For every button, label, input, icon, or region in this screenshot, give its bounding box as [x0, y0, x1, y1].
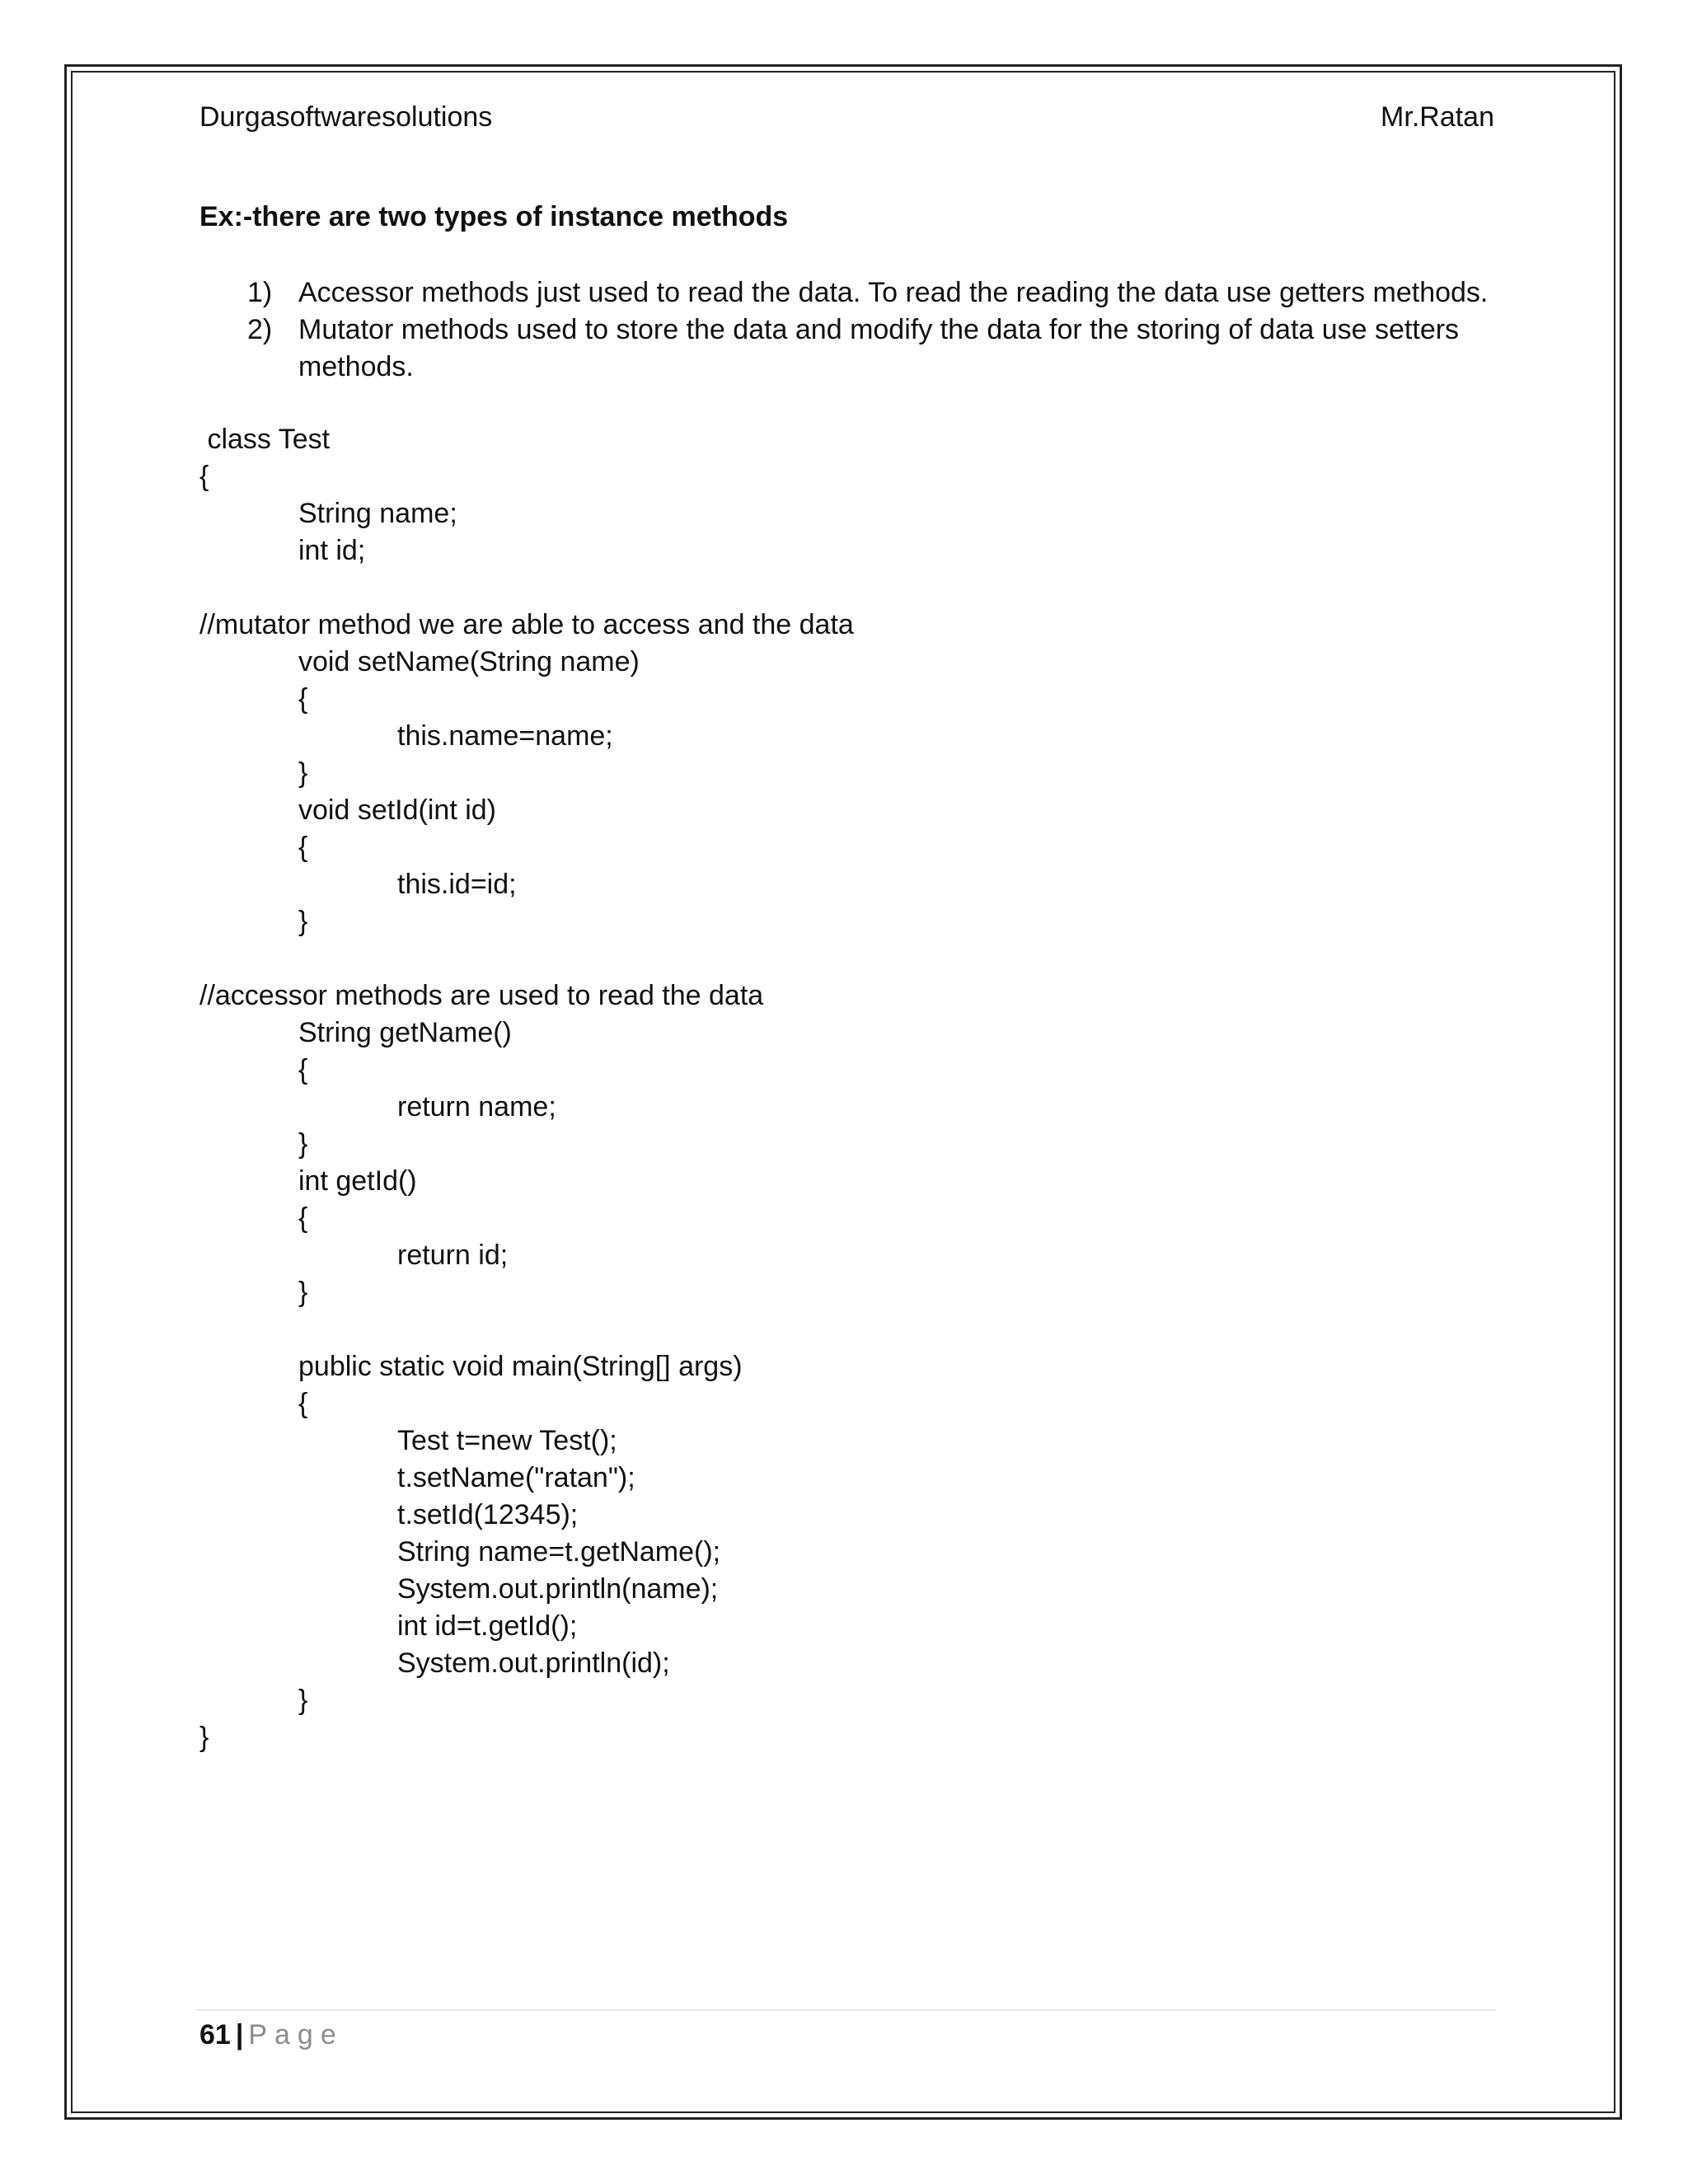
section-heading: Ex:-there are two types of instance methods — [199, 201, 789, 232]
code-line: return id; — [397, 1240, 509, 1271]
header-company: Durgasoftwaresolutions — [199, 101, 493, 133]
code-line: { — [199, 461, 209, 492]
code-line: this.name=name; — [397, 720, 613, 752]
footer-divider — [195, 2009, 1496, 2011]
code-line: } — [298, 906, 308, 937]
code-line: { — [298, 683, 308, 715]
code-line — [199, 1311, 854, 1348]
code-line: String name=t.getName(); — [397, 1536, 721, 1568]
code-line: int id; — [298, 535, 366, 566]
code-line: int id=t.getId(); — [397, 1610, 578, 1642]
code-line: System.out.println(name); — [397, 1573, 719, 1605]
list-item-text: Mutator methods used to store the data and modify the data for the storing of data use setters methods. — [298, 314, 1460, 382]
code-line: { — [298, 1388, 308, 1419]
code-line: String name; — [298, 498, 457, 529]
code-line: String getName() — [298, 1017, 512, 1048]
list-item-number: 1) — [247, 277, 273, 308]
code-line — [199, 569, 854, 607]
page-number: 61 — [199, 2019, 231, 2050]
methods-list — [199, 274, 1493, 386]
code-line: { — [298, 1202, 308, 1234]
code-line: { — [298, 1054, 308, 1085]
code-line: void setId(int id) — [298, 794, 496, 826]
code-line: } — [298, 757, 308, 789]
header-author: Mr.Ratan — [1381, 101, 1494, 133]
code-line: System.out.println(id); — [397, 1647, 670, 1679]
code-line: int getId() — [298, 1165, 417, 1197]
page-footer — [199, 2018, 344, 2052]
code-line: t.setId(12345); — [397, 1499, 579, 1530]
footer-separator: | — [235, 2019, 244, 2050]
code-line: public static void main(String[] args) — [298, 1351, 743, 1382]
code-line: void setName(String name) — [298, 646, 640, 677]
code-line: } — [199, 1722, 209, 1753]
code-comment: //mutator method we are able to access and the data — [199, 609, 854, 640]
code-line: Test t=new Test(); — [397, 1425, 617, 1456]
code-line: } — [298, 1277, 308, 1308]
list-item-text: Accessor methods just used to read the data. To read the reading the data use getters methods. — [298, 277, 1489, 308]
code-line — [199, 940, 854, 977]
code-line: return name; — [397, 1091, 556, 1122]
code-line: class Test — [199, 424, 331, 455]
code-line: this.id=id; — [397, 869, 517, 900]
list-item — [199, 274, 1493, 312]
list-item — [199, 312, 1493, 386]
code-line: { — [298, 832, 308, 863]
code-line: } — [298, 1128, 308, 1160]
code-line: t.setName("ratan"); — [397, 1462, 635, 1493]
list-item-number: 2) — [247, 314, 273, 345]
code-comment: //accessor methods are used to read the data — [199, 980, 764, 1011]
code-block — [199, 421, 854, 1756]
code-line: } — [298, 1685, 308, 1716]
page-label: Page — [248, 2019, 344, 2050]
